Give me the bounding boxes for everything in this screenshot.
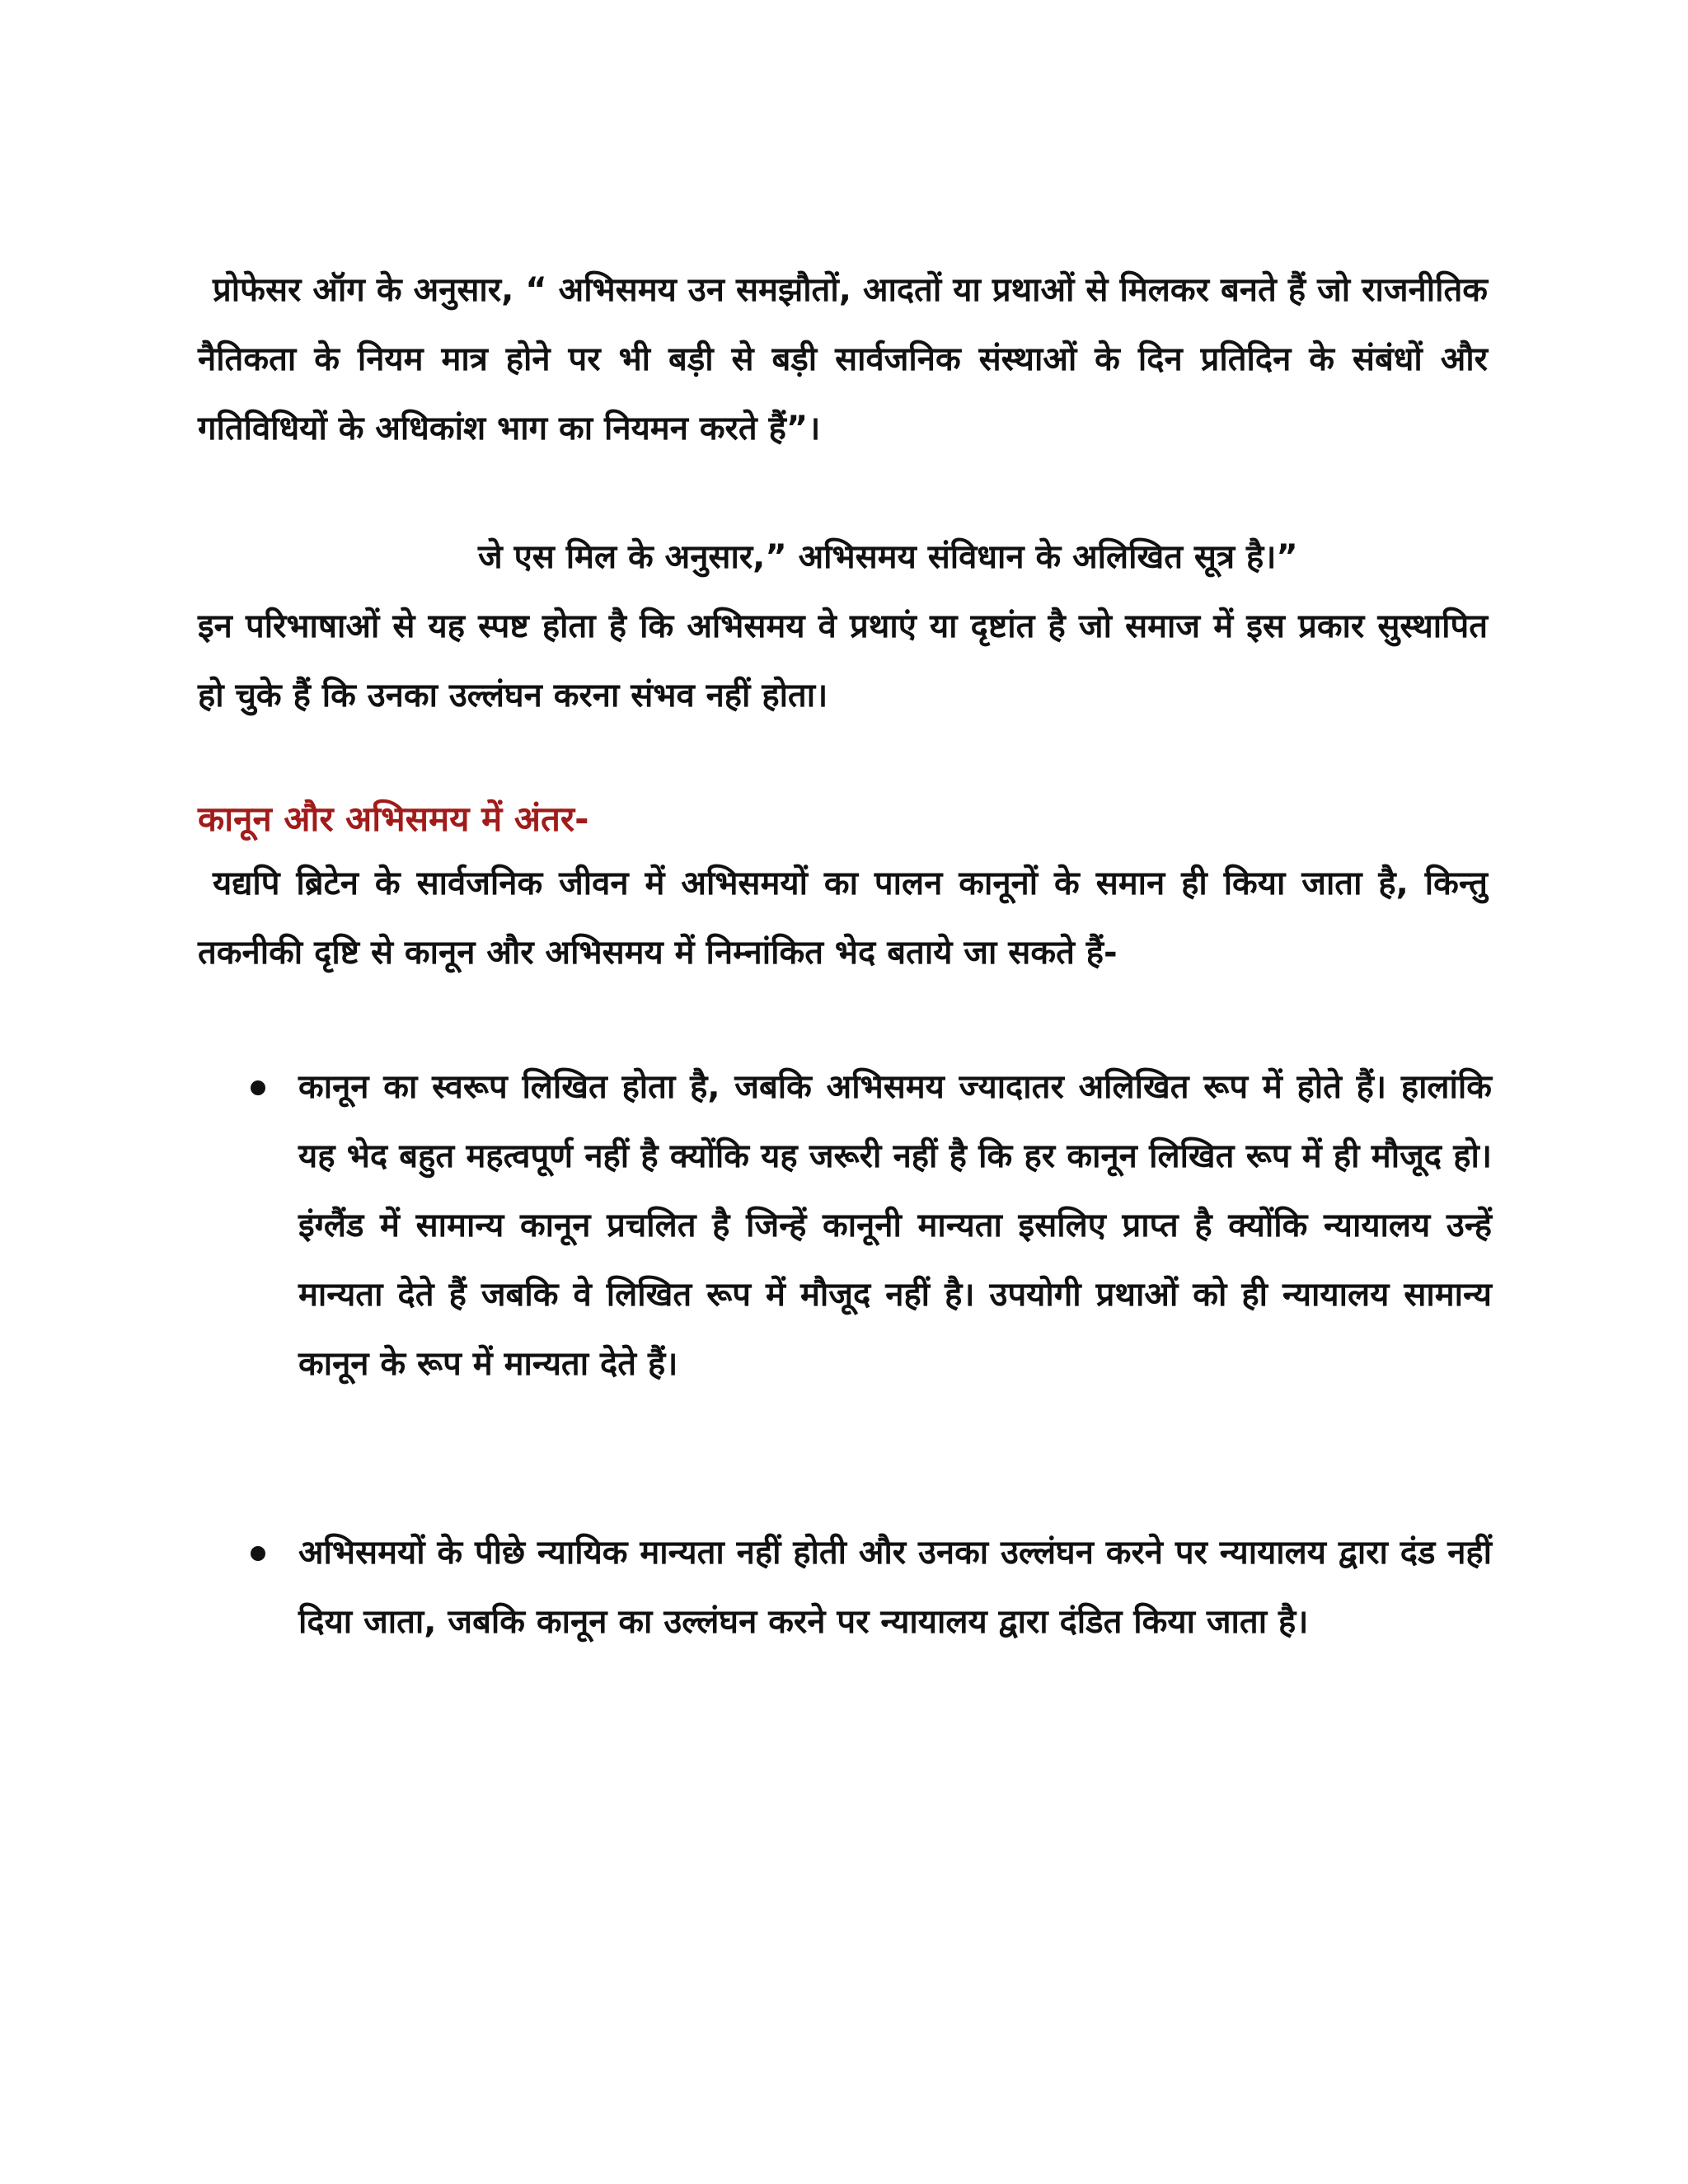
bullet-icon	[251, 1546, 265, 1561]
list-item-text: अभिसमयों के पीछे न्यायिक मान्यता नहीं होती और उनका उल्लंघन करने पर न्यायालय द्वारा दंड नहीं दिया जाता, जबकि कानून का उल्लंघन करने पर न्यायालय द्वारा दंडित किया जाता है।	[298, 1534, 1492, 1641]
conclusion-paragraph: इन परिभाषाओं से यह स्पष्ट होता है कि अभिसमय वे प्रथाएं या दृष्टांत है जो समाज में इस प्रकार सुस्थापित हो चुके हैं कि उनका उल्लंघन करना संभव नहीं होता।	[198, 607, 1488, 715]
intro-paragraph: यद्यपि ब्रिटेन के सार्वजनिक जीवन में अभिसमयों का पालन कानूनों के समान ही किया जाता है, किन्तु तकनीकी दृष्टि से कानून और अभिसमय में निम्नांकित भेद बताये जा सकते हैं-	[198, 865, 1488, 972]
definition-paragraph-ogg: प्रोफेसर ऑग के अनुसार, “ अभिसमय उन समझौतों, आदतों या प्रथाओं से मिलकर बनते हैं जो राजनीतिक नैतिकता के नियम मात्र होने पर भी बड़ी से बड़ी सार्वजनिक संस्थाओं के दिन प्रतिदिन के संबंधों और गतिविधियों के अधिकांश भाग का नियमन करते हैं”।	[198, 271, 1488, 448]
definition-paragraph-mill: जे एस मिल के अनुसार,” अभिसमय संविधान के अलिखित सूत्र है।”	[478, 538, 1298, 576]
bullet-icon	[251, 1080, 265, 1095]
list-item	[247, 1052, 1492, 1399]
bullet-list	[247, 1518, 1492, 1657]
section-heading: कानून और अभिसमय में अंतर-	[198, 799, 589, 839]
bullet-list	[247, 1052, 1492, 1399]
list-item-text: कानून का स्वरूप लिखित होता है, जबकि अभिसमय ज्यादातर अलिखित रूप में होते हैं। हालांकि यह भेद बहुत महत्वपूर्ण नहीं है क्योंकि यह जरूरी नहीं है कि हर कानून लिखित रूप में ही मौजूद हो। इंग्लैंड में सामान्य कानून प्रचलित है जिन्हें कानूनी मान्यता इसलिए प्राप्त है क्योंकि न्यायालय उन्हें मान्यता देते हैं जबकि वे लिखित रूप में मौजूद नहीं है। उपयोगी प्रथाओं को ही न्यायालय सामान्य कानून के रूप में मान्यता देते हैं।	[298, 1068, 1492, 1383]
list-item	[247, 1518, 1492, 1657]
